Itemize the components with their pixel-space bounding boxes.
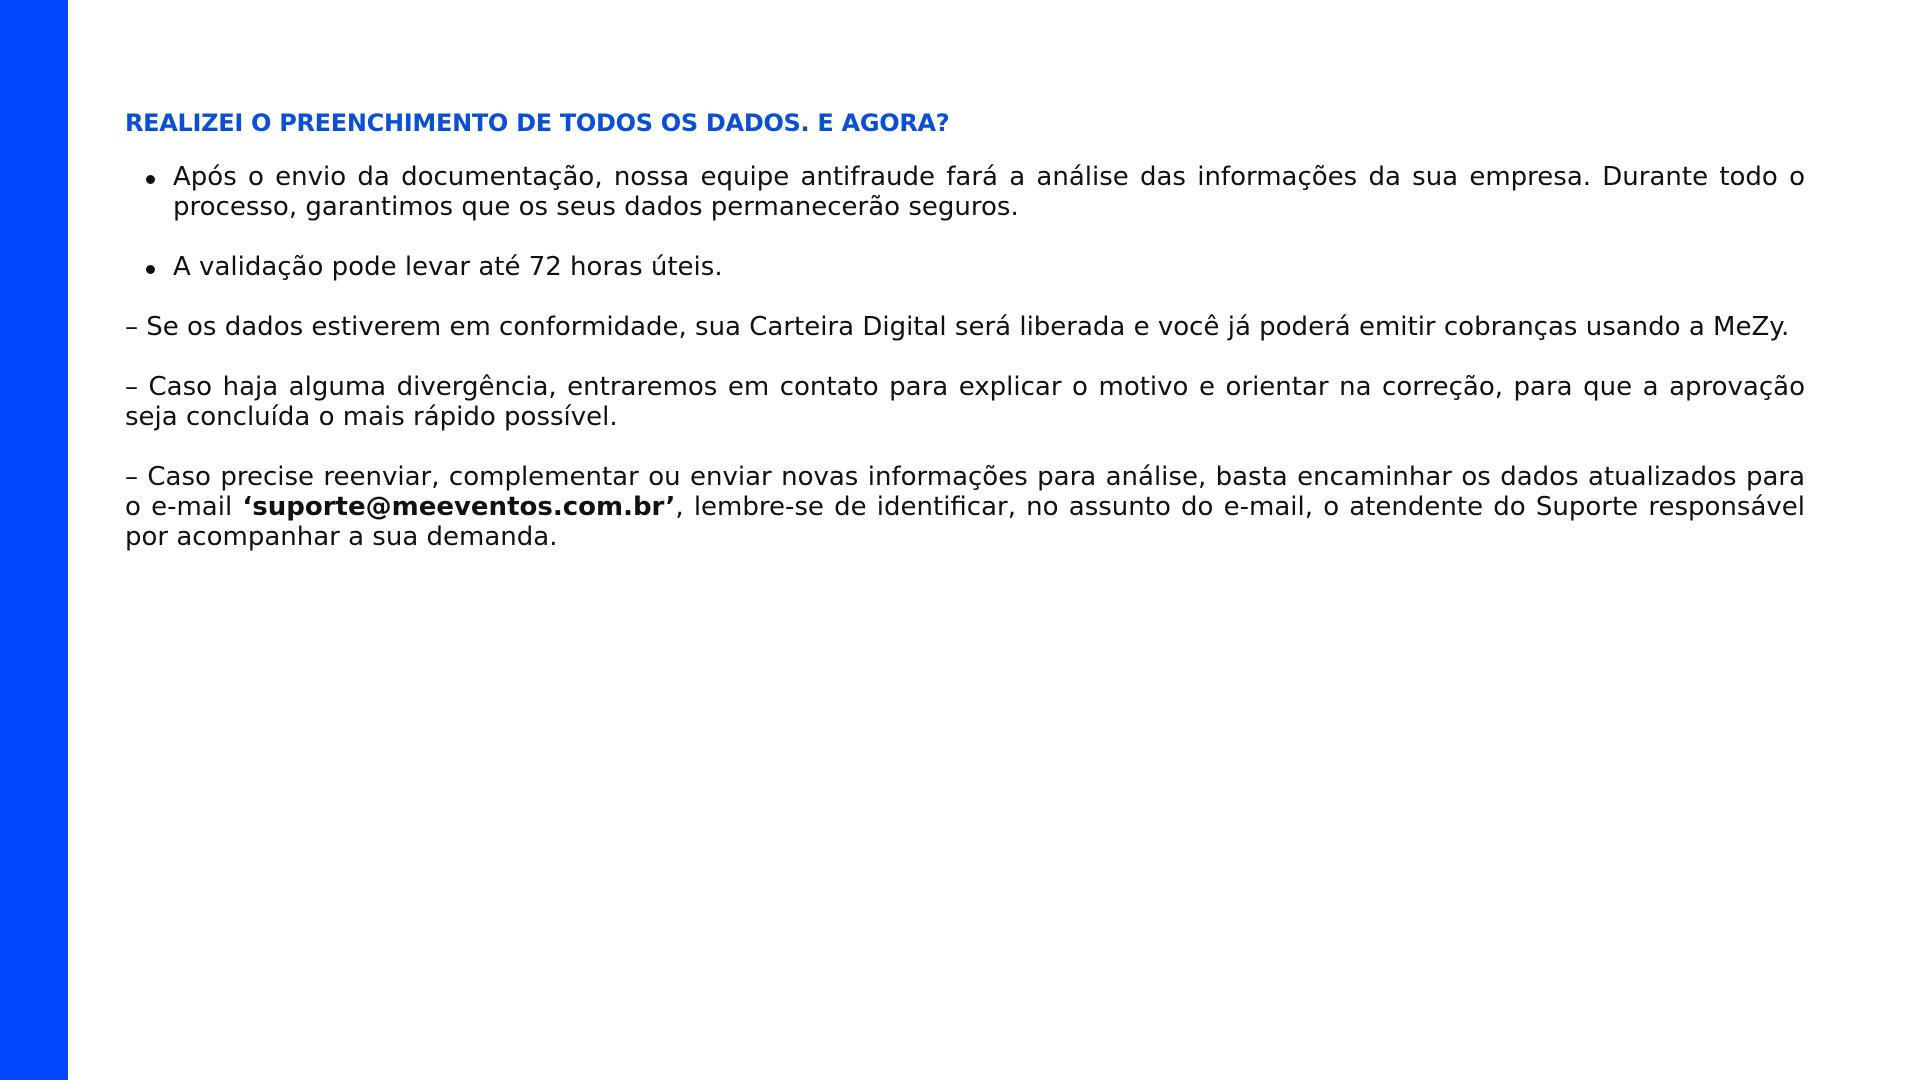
bullet-text: A validação pode levar até 72 horas úteis. (173, 252, 723, 282)
list-item (125, 162, 1805, 222)
resend-text-after: , lembre-se de identificar, no assunto do e-mail, o atendente do Suporte responsável por acompanhar a sua demanda. (125, 492, 1805, 552)
bullet-icon (146, 265, 155, 274)
conformity-paragraph: – Se os dados estiverem em conformidade, sua Carteira Digital será liberada e você já poderá emitir cobranças usando a MeZy. (125, 312, 1790, 342)
support-email: ‘suporte@meeventos.com.br’ (242, 492, 676, 522)
resend-paragraph (125, 462, 1805, 552)
divergence-paragraph: – Caso haja alguma divergência, entraremos em contato para explicar o motivo e orientar na correção, para que a aprovação seja concluída o mais rápido possível. (125, 372, 1805, 432)
document-content (125, 106, 1805, 582)
section-heading: REALIZEI O PREENCHIMENTO DE TODOS OS DADOS. E AGORA? (125, 109, 950, 137)
bullet-text: Após o envio da documentação, nossa equipe antifraude fará a análise das informações da sua empresa. Durante todo o processo, garantimos que os seus dados permanecerão seguros. (173, 162, 1805, 222)
list-item (125, 252, 1805, 282)
left-accent-bar (0, 0, 68, 1080)
bullet-icon (146, 175, 155, 184)
bullet-list (125, 162, 1805, 282)
resend-text-before: – Caso precise reenviar, complementar ou enviar novas informações para análise, basta encaminhar os dados atualizados para o e-mail (125, 462, 1805, 522)
